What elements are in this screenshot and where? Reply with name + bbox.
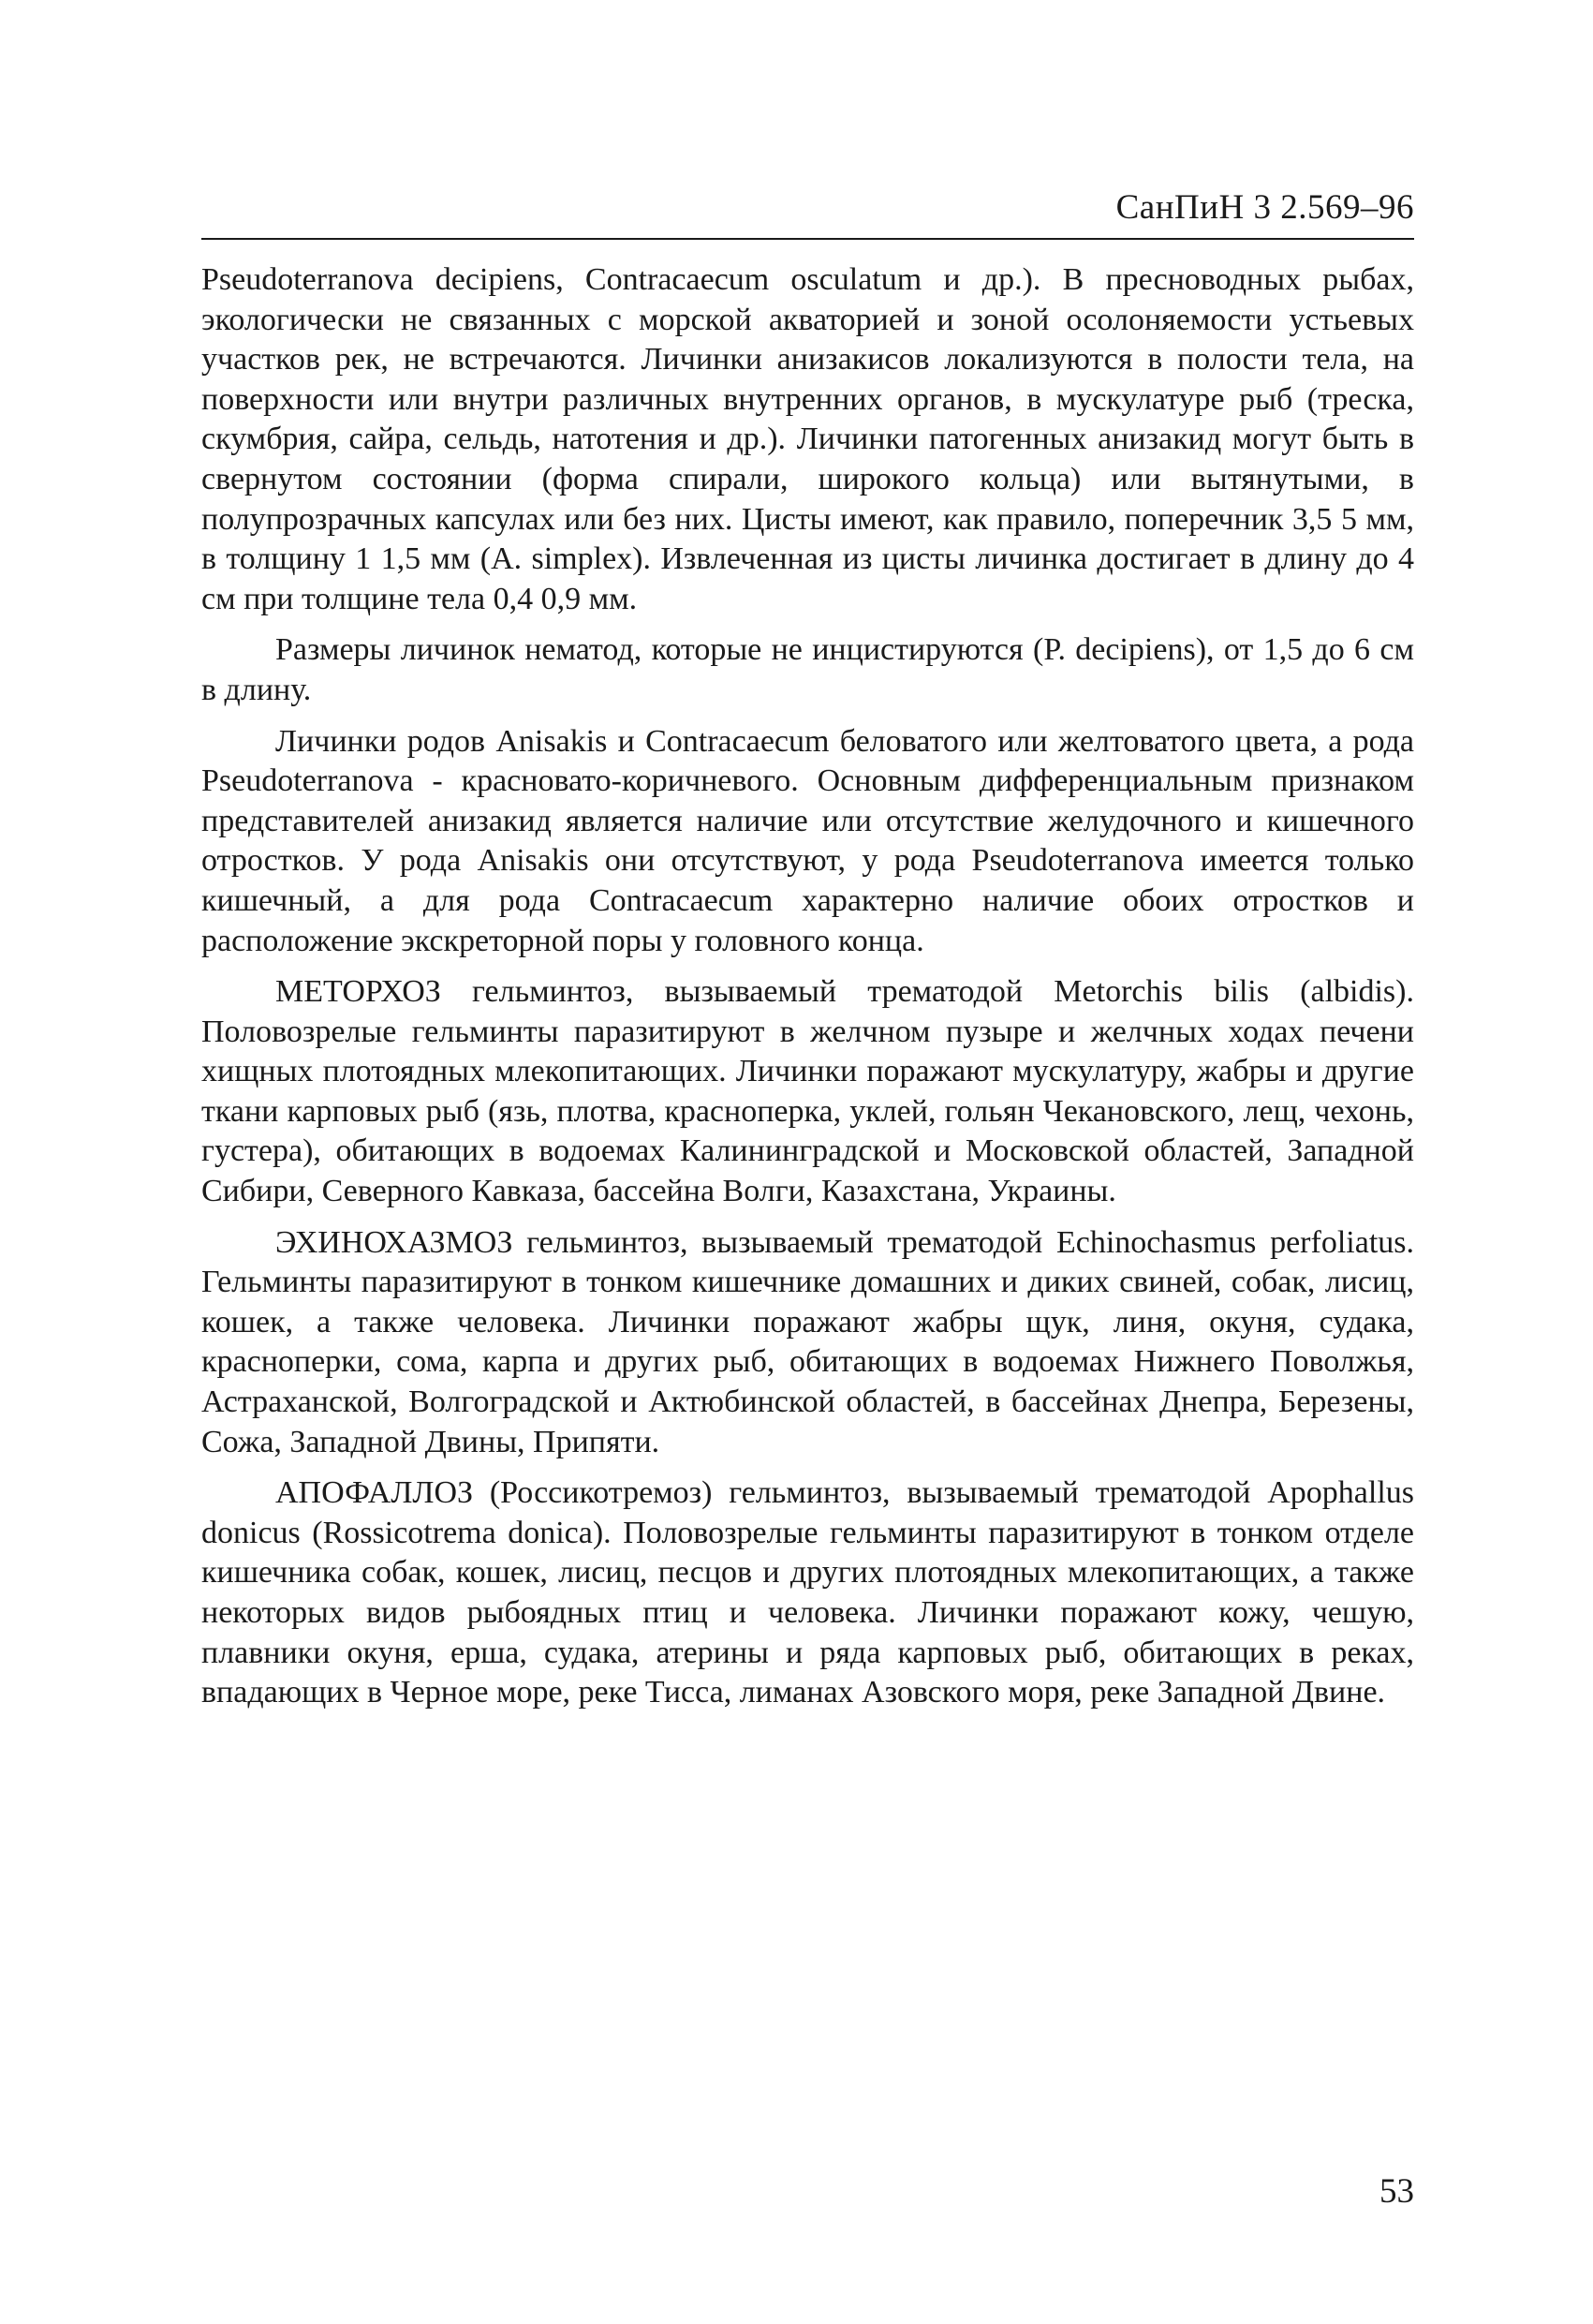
page-number: 53	[1379, 2172, 1414, 2211]
page-body	[201, 260, 1414, 1724]
paragraph-larvae-sizes: Размеры личинок нематод, которые не инцистируются (P. decipiens), от 1,5 до 6 см в длину.	[201, 632, 1414, 707]
header-rule	[201, 238, 1414, 240]
paragraph-echinochasmosis: ЭХИНОХАЗМОЗ гельминтоз, вызываемый трематодой Echinochasmus perfoliatus. Гельминты паразитируют в тонком кишечнике домашних и диких свиней, собак, лисиц, кошек, а также человека. Личинки поражают жабры щук, линя, окуня, судака, красноперки, сома, карпа и других рыб, обитающих в водоемах Нижнего Поволжья, Астраханской, Волгоградской и Актюбинской областей, в бассейнах Днепра, Березены, Сожа, Западной Двины, Припяти.	[201, 1224, 1414, 1459]
document-code: СанПиН 3 2.569–96	[1115, 188, 1414, 227]
running-header	[201, 187, 1414, 244]
paragraph-anisakis-continuation: Pseudoterranova decipiens, Contracaecum osculatum и др.). В пресноводных рыбах, экологически не связанных с морской акваторией и зоной осолоняемости устьевых участков рек, не встречаются. Личинки анизакисов локализуются в полости тела, на поверхности или внутри различных внутренних органов, в мускулатуре рыб (треска, скумбрия, сайра, сельдь, натотения и др.). Личинки патогенных анизакид могут быть в свернутом состоянии (форма спирали, широкого кольца) или вытянутыми, в полупрозрачных капсулах или без них. Цисты имеют, как правило, поперечник 3,5 5 мм, в толщину 1 1,5 мм (A. simplex). Извлеченная из цисты личинка достигает в длину до 4 см при толщине тела 0,4 0,9 мм.	[201, 262, 1414, 616]
paragraph-anisakid-genera: Личинки родов Anisakis и Contracaecum беловатого или желтоватого цвета, а рода Pseudoterranova - красновато-коричневого. Основным дифференциальным признаком представителей анизакид является наличие или отсутствие желудочного и кишечного отростков. У рода Anisakis они отсутствуют, у рода Pseudoterranova имеется только кишечный, а для рода Contracaecum характерно наличие обоих отростков и расположение экскреторной поры у головного конца.	[201, 723, 1414, 958]
paragraph-apophallosis: АПОФАЛЛОЗ (Россикотремоз) гельминтоз, вызываемый трематодой Apophallus donicus (Rossicotrema donica). Половозрелые гельминты паразитируют в тонком отделе кишечника собак, кошек, лисиц, песцов и других плотоядных млекопитающих, а также некоторых видов рыбоядных птиц и человека. Личинки поражают кожу, чешую, плавники окуня, ерша, судака, атерины и ряда карповых рыб, обитающих в реках, впадающих в Черное море, реке Тисса, лиманах Азовского моря, реке Западной Двине.	[201, 1475, 1414, 1710]
paragraph-metorchiasis: МЕТОРХОЗ гельминтоз, вызываемый трематодой Metorchis bilis (albidis). Половозрелые гельминты паразитируют в желчном пузыре и желчных ходах печени хищных плотоядных млекопитающих. Личинки поражают мускулатуру, жабры и другие ткани карповых рыб (язь, плотва, красноперка, уклей, гольян Чекановского, лещ, чехонь, густера), обитающих в водоемах Калининградской и Московской областей, Западной Сибири, Северного Кавказа, бассейна Волги, Казахстана, Украины.	[201, 974, 1414, 1209]
